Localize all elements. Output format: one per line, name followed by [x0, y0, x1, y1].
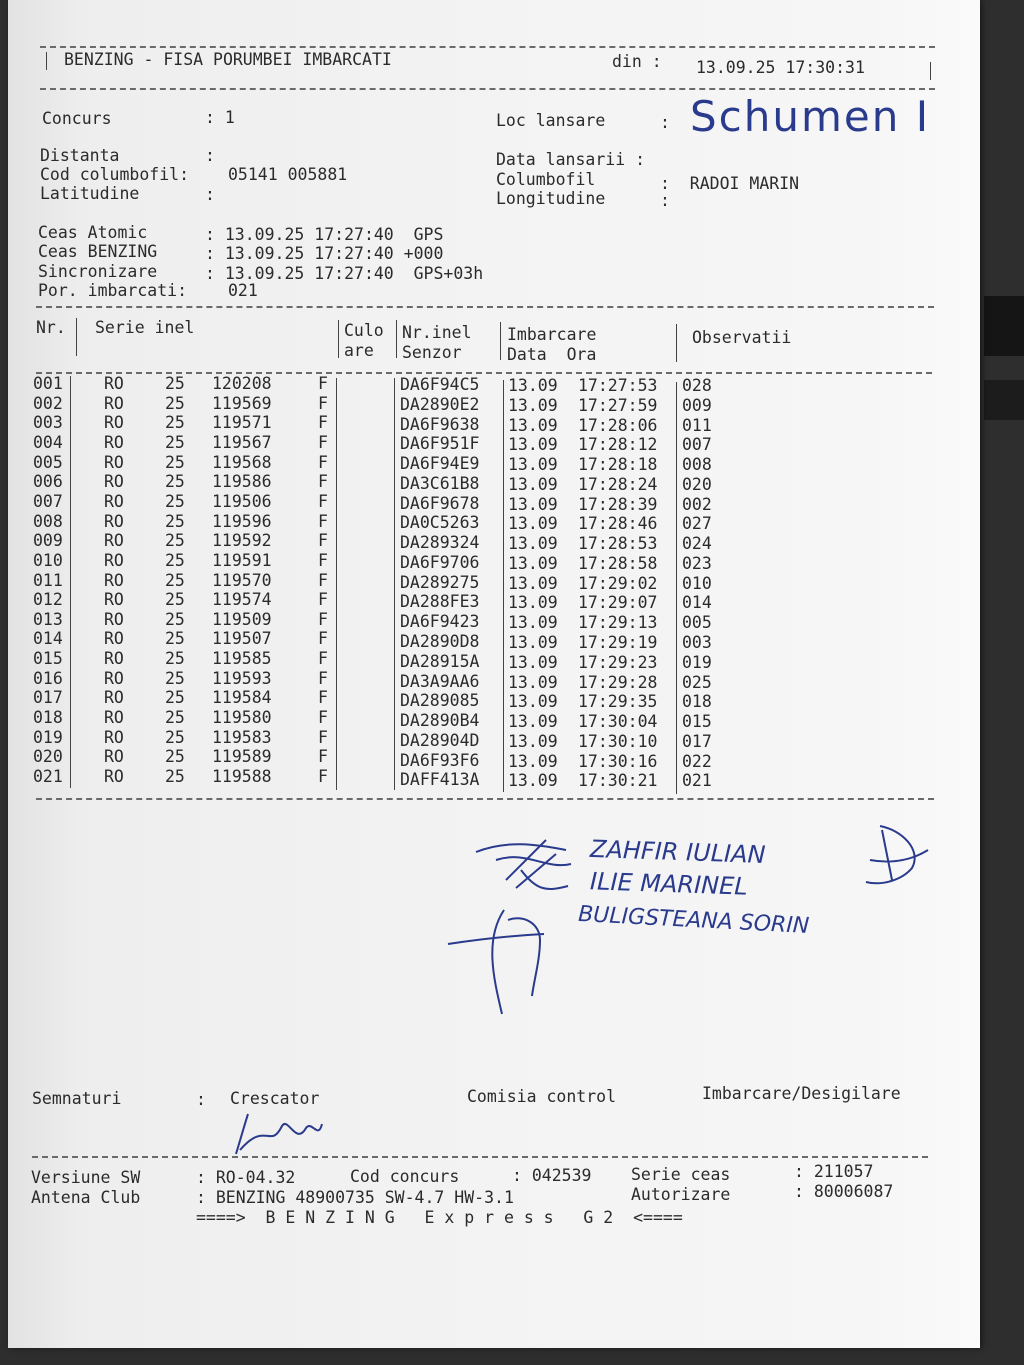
signature-scribble-2 [862, 820, 932, 900]
row-ora: 17:28:53 [578, 534, 658, 554]
table-row [0, 413, 1000, 433]
semnaturi-colon: : [196, 1090, 206, 1109]
loc-lansare-label: Loc lansare [496, 111, 606, 130]
row-data: 13.09 [508, 573, 558, 593]
row-tara: RO [104, 747, 124, 767]
row-inel: 119580 [212, 708, 272, 728]
row-ora: 17:28:46 [578, 514, 658, 534]
row-obs: 011 [682, 415, 712, 435]
table-row [0, 374, 1000, 394]
row-sex: F [318, 491, 328, 511]
row-sex: F [318, 727, 328, 747]
row-tara: RO [104, 472, 124, 492]
longitudine-label: Longitudine [496, 189, 606, 208]
row-sex: F [318, 609, 328, 629]
versiune-sw-label: Versiune SW [31, 1168, 141, 1187]
row-inel: 119568 [212, 452, 272, 472]
row-an: 25 [165, 609, 185, 629]
top-divider [40, 46, 935, 48]
row-ora: 17:28:24 [578, 474, 658, 494]
col-sep-1 [76, 318, 77, 356]
table-row [0, 609, 1000, 633]
table-row [0, 512, 1000, 532]
row-inel: 119506 [212, 491, 272, 511]
row-nr: 003 [33, 413, 63, 433]
row-sex: F [318, 511, 328, 531]
columbofil-label: Columbofil [496, 170, 596, 189]
document-title: BENZING - FISA PORUMBEI IMBARCATI [64, 50, 392, 69]
row-ora: 17:29:23 [578, 652, 658, 672]
row-ora: 17:28:58 [578, 553, 658, 573]
row-ora: 17:28:39 [578, 494, 658, 514]
row-sex: F [318, 432, 328, 452]
handwritten-name-3: BULIGSTEANA SORIN [577, 901, 810, 940]
printer-edge [984, 296, 1024, 356]
imbarcare-desigilare-label: Imbarcare/Desigilare [702, 1084, 901, 1103]
cod-concurs-label: Cod concurs [350, 1167, 460, 1186]
row-senzor: DA6F94C5 [400, 375, 480, 394]
din-label: din : [612, 52, 662, 71]
row-senzor: DA6F9638 [400, 414, 480, 434]
row-sex: F [318, 413, 328, 433]
row-an: 25 [165, 570, 185, 590]
din-value: 13.09.25 17:30:31 [696, 58, 865, 77]
col-culoare-header-2: are [344, 341, 374, 360]
concurs-value: : 1 [205, 108, 235, 127]
row-ora: 17:29:28 [578, 672, 658, 692]
row-tara: RO [104, 649, 124, 669]
row-sex: F [318, 452, 328, 472]
row-data: 13.09 [508, 593, 558, 613]
row-inel: 119596 [212, 511, 272, 531]
row-an: 25 [165, 531, 185, 551]
antena-club-value: : BENZING 48900735 SW-4.7 HW-3.1 [196, 1188, 514, 1207]
col-senzor-header-1: Nr.inel [402, 323, 472, 342]
row-nr: 004 [33, 432, 63, 452]
col-observatii-header: Observatii [692, 328, 792, 347]
row-tara: RO [104, 708, 124, 728]
footer-divider [32, 1156, 928, 1158]
row-obs: 020 [682, 474, 712, 494]
handwritten-name-1: ZAHFIR IULIAN [589, 834, 766, 870]
por-imbarcati-value: 021 [228, 281, 258, 300]
row-sex: F [318, 767, 328, 786]
col-imbarcare-header-2: Data Ora [507, 345, 597, 364]
row-obs: 009 [682, 395, 712, 415]
row-senzor: DA6F9678 [400, 493, 480, 513]
row-ora: 17:30:04 [578, 712, 658, 732]
row-sex: F [318, 688, 328, 708]
row-an: 25 [165, 374, 185, 393]
row-obs: 003 [682, 632, 712, 652]
row-nr: 002 [33, 393, 63, 413]
row-ora: 17:29:02 [578, 573, 658, 593]
row-nr: 014 [33, 629, 63, 649]
row-nr: 006 [33, 472, 63, 492]
loc-lansare-handwritten: Schumen I [690, 92, 931, 141]
table-row [0, 629, 1000, 652]
row-an: 25 [165, 511, 185, 531]
row-ora: 17:28:12 [578, 435, 658, 455]
row-senzor: DA289324 [400, 533, 480, 553]
row-an: 25 [165, 590, 185, 610]
row-inel: 119571 [212, 413, 272, 433]
table-row [0, 551, 1000, 571]
crescator-label: Crescator [230, 1089, 320, 1108]
cod-concurs-value: : 042539 [512, 1166, 592, 1185]
col-sep-3 [396, 320, 397, 358]
serie-ceas-value: : 211057 [794, 1162, 874, 1181]
concurs-label: Concurs [42, 109, 112, 128]
versiune-sw-value: : RO-04.32 [196, 1168, 296, 1187]
col-senzor-header-2: Senzor [402, 343, 462, 362]
row-data: 13.09 [508, 771, 558, 791]
table-row [0, 571, 1000, 591]
col-culoare-header-1: Culo [344, 321, 384, 340]
row-inel: 119570 [212, 570, 272, 590]
row-nr: 005 [33, 452, 63, 472]
row-an: 25 [165, 432, 185, 452]
table-row [0, 453, 1000, 473]
row-sex: F [318, 570, 328, 590]
row-data: 13.09 [508, 632, 558, 652]
row-ora: 17:30:16 [578, 751, 658, 771]
row-data: 13.09 [508, 376, 558, 395]
row-an: 25 [165, 767, 185, 786]
table-row [0, 649, 1000, 672]
table-row [0, 590, 1000, 613]
row-obs: 021 [682, 771, 712, 791]
semnaturi-label: Semnaturi [32, 1089, 122, 1108]
row-ora: 17:27:59 [578, 395, 658, 415]
row-senzor: DA3A9AA6 [400, 671, 480, 691]
row-senzor: DA28915A [400, 651, 480, 671]
row-nr: 015 [33, 649, 63, 669]
autorizare-value: : 80006087 [794, 1182, 894, 1201]
row-sex: F [318, 708, 328, 728]
row-inel: 119507 [212, 629, 272, 649]
table-row [0, 668, 1000, 692]
loc-lansare-colon: : [660, 113, 670, 132]
row-senzor: DA289085 [400, 691, 480, 711]
row-obs: 008 [682, 455, 712, 475]
table-row [0, 727, 1000, 751]
row-obs: 028 [682, 376, 712, 395]
row-obs: 007 [682, 435, 712, 455]
row-sex: F [318, 472, 328, 492]
antena-club-label: Antena Club [31, 1188, 141, 1207]
row-obs: 010 [682, 573, 712, 593]
table-row [0, 472, 1000, 492]
col-sep-5 [676, 324, 677, 362]
table-row [0, 433, 1000, 453]
serie-ceas-label: Serie ceas [631, 1165, 731, 1184]
row-inel: 119588 [212, 767, 272, 786]
row-sex: F [318, 374, 328, 393]
row-nr: 016 [33, 668, 63, 688]
row-an: 25 [165, 688, 185, 708]
row-an: 25 [165, 668, 185, 688]
comisia-control-label: Comisia control [467, 1087, 617, 1106]
row-ora: 17:28:18 [578, 455, 658, 475]
table-row [0, 688, 1000, 712]
header-bar-right [930, 62, 931, 80]
table-row [0, 492, 1000, 512]
cod-columbofil-value: 05141 005881 [228, 165, 348, 184]
row-inel: 119574 [212, 590, 272, 610]
row-data: 13.09 [508, 731, 558, 751]
row-sex: F [318, 393, 328, 413]
row-inel: 119593 [212, 668, 272, 688]
row-tara: RO [104, 511, 124, 531]
latitudine-label: Latitudine [40, 184, 140, 203]
row-inel: 119509 [212, 609, 272, 629]
row-data: 13.09 [508, 395, 558, 415]
row-data: 13.09 [508, 652, 558, 672]
row-sex: F [318, 531, 328, 551]
row-an: 25 [165, 393, 185, 413]
row-data: 13.09 [508, 712, 558, 732]
row-tara: RO [104, 374, 124, 393]
row-tara: RO [104, 531, 124, 551]
row-tara: RO [104, 590, 124, 610]
row-sex: F [318, 550, 328, 570]
row-obs: 022 [682, 751, 712, 771]
row-obs: 025 [682, 672, 712, 692]
row-senzor: DA2890E2 [400, 394, 480, 414]
row-an: 25 [165, 413, 185, 433]
col-serie-header: Serie inel [95, 318, 195, 337]
table-row [0, 708, 1000, 732]
row-senzor: DA6F93F6 [400, 750, 480, 770]
row-inel: 119583 [212, 727, 272, 747]
row-tara: RO [104, 767, 124, 786]
row-senzor: DA28904D [400, 730, 480, 750]
row-tara: RO [104, 570, 124, 590]
row-an: 25 [165, 629, 185, 649]
sincronizare-label: Sincronizare [38, 262, 158, 281]
row-sex: F [318, 747, 328, 767]
table-row [0, 747, 1000, 771]
longitudine-value: : [660, 191, 670, 210]
row-nr: 007 [33, 491, 63, 511]
row-inel: 119586 [212, 472, 272, 492]
row-obs: 023 [682, 553, 712, 573]
row-tara: RO [104, 727, 124, 747]
row-nr: 012 [33, 590, 63, 610]
row-obs: 005 [682, 613, 712, 633]
row-senzor: DA2890B4 [400, 711, 480, 731]
row-obs: 017 [682, 731, 712, 751]
row-obs: 027 [682, 514, 712, 534]
ceas-atomic-label: Ceas Atomic [38, 223, 148, 242]
row-sex: F [318, 629, 328, 649]
row-inel: 120208 [212, 374, 272, 393]
row-senzor: DA6F9706 [400, 552, 480, 572]
table-row [0, 531, 1000, 554]
signature-scribble-1 [476, 830, 596, 910]
row-senzor: DA6F94E9 [400, 454, 480, 474]
row-obs: 015 [682, 712, 712, 732]
col-sep-4 [500, 322, 501, 360]
row-data: 13.09 [508, 494, 558, 514]
col-nr-header: Nr. [36, 318, 66, 337]
row-senzor: DA3C61B8 [400, 473, 480, 493]
row-an: 25 [165, 727, 185, 747]
row-nr: 001 [33, 374, 63, 393]
row-inel: 119569 [212, 393, 272, 413]
header-bar-left [46, 52, 47, 70]
row-tara: RO [104, 609, 124, 629]
row-nr: 010 [33, 550, 63, 570]
table-row [0, 767, 1000, 791]
row-ora: 17:30:21 [578, 771, 658, 791]
columbofil-value: : RADOI MARIN [660, 174, 800, 193]
ceas-benzing-value: : 13.09.25 17:27:40 +000 [205, 244, 444, 263]
row-obs: 014 [682, 593, 712, 613]
row-ora: 17:27:53 [578, 376, 658, 395]
row-senzor: DA6F9423 [400, 612, 480, 632]
row-tara: RO [104, 668, 124, 688]
cod-columbofil-label: Cod columbofil: [40, 165, 190, 184]
por-imbarcati-label: Por. imbarcati: [38, 281, 188, 300]
row-tara: RO [104, 393, 124, 413]
crescator-signature [226, 1110, 336, 1160]
row-nr: 019 [33, 727, 63, 747]
latitudine-value: : [205, 185, 215, 204]
header-divider [40, 88, 935, 90]
table-bottom-divider [36, 798, 934, 800]
table-row [0, 394, 1000, 414]
row-nr: 017 [33, 688, 63, 708]
row-tara: RO [104, 550, 124, 570]
row-an: 25 [165, 747, 185, 767]
row-nr: 008 [33, 511, 63, 531]
row-tara: RO [104, 413, 124, 433]
row-an: 25 [165, 491, 185, 511]
row-data: 13.09 [508, 534, 558, 554]
row-inel: 119591 [212, 550, 272, 570]
handwritten-name-2: ILIE MARINEL [589, 867, 749, 901]
distanta-label: Distanta [40, 146, 120, 165]
row-senzor: DAFF413A [400, 770, 480, 790]
row-tara: RO [104, 452, 124, 472]
signature-scribble-3 [444, 900, 554, 1020]
row-nr: 018 [33, 708, 63, 728]
autorizare-label: Autorizare [631, 1185, 731, 1204]
row-ora: 17:29:35 [578, 692, 658, 712]
row-data: 13.09 [508, 455, 558, 475]
row-an: 25 [165, 452, 185, 472]
row-ora: 17:29:19 [578, 632, 658, 652]
row-sex: F [318, 590, 328, 610]
row-inel: 119567 [212, 432, 272, 452]
ceas-atomic-value: : 13.09.25 17:27:40 GPS [205, 225, 444, 244]
row-an: 25 [165, 472, 185, 492]
row-inel: 119585 [212, 649, 272, 669]
row-an: 25 [165, 550, 185, 570]
row-data: 13.09 [508, 514, 558, 534]
row-ora: 17:30:10 [578, 731, 658, 751]
row-inel: 119584 [212, 688, 272, 708]
row-senzor: DA2890D8 [400, 631, 480, 651]
row-tara: RO [104, 629, 124, 649]
row-data: 13.09 [508, 415, 558, 435]
row-an: 25 [165, 708, 185, 728]
row-nr: 020 [33, 747, 63, 767]
data-lansarii-label: Data lansarii : [496, 150, 646, 169]
row-sex: F [318, 649, 328, 669]
ceas-benzing-label: Ceas BENZING [38, 242, 158, 261]
row-an: 25 [165, 649, 185, 669]
row-obs: 024 [682, 534, 712, 554]
row-data: 13.09 [508, 672, 558, 692]
row-inel: 119592 [212, 531, 272, 551]
row-obs: 018 [682, 692, 712, 712]
row-tara: RO [104, 432, 124, 452]
row-ora: 17:29:13 [578, 613, 658, 633]
col-imbarcare-header-1: Imbarcare [507, 325, 597, 344]
col-sep-2 [338, 320, 339, 358]
row-ora: 17:29:07 [578, 593, 658, 613]
row-data: 13.09 [508, 751, 558, 771]
benzing-banner: ====> B E N Z I N G E x p r e s s G 2 <==== [196, 1208, 683, 1227]
distanta-value: : [205, 146, 215, 165]
row-tara: RO [104, 491, 124, 511]
row-data: 13.09 [508, 692, 558, 712]
row-sex: F [318, 668, 328, 688]
row-nr: 011 [33, 570, 63, 590]
row-data: 13.09 [508, 553, 558, 573]
row-senzor: DA0C5263 [400, 513, 480, 533]
row-tara: RO [104, 688, 124, 708]
table-top-divider [36, 306, 934, 308]
row-senzor: DA6F951F [400, 434, 480, 454]
row-senzor: DA289275 [400, 572, 480, 592]
row-obs: 019 [682, 652, 712, 672]
row-nr: 013 [33, 609, 63, 629]
row-data: 13.09 [508, 613, 558, 633]
row-obs: 002 [682, 494, 712, 514]
row-ora: 17:28:06 [578, 415, 658, 435]
row-data: 13.09 [508, 474, 558, 494]
row-senzor: DA288FE3 [400, 592, 480, 612]
sincronizare-value: : 13.09.25 17:27:40 GPS+03h [205, 264, 484, 283]
row-inel: 119589 [212, 747, 272, 767]
row-nr: 021 [33, 767, 63, 786]
row-nr: 009 [33, 531, 63, 551]
row-data: 13.09 [508, 435, 558, 455]
